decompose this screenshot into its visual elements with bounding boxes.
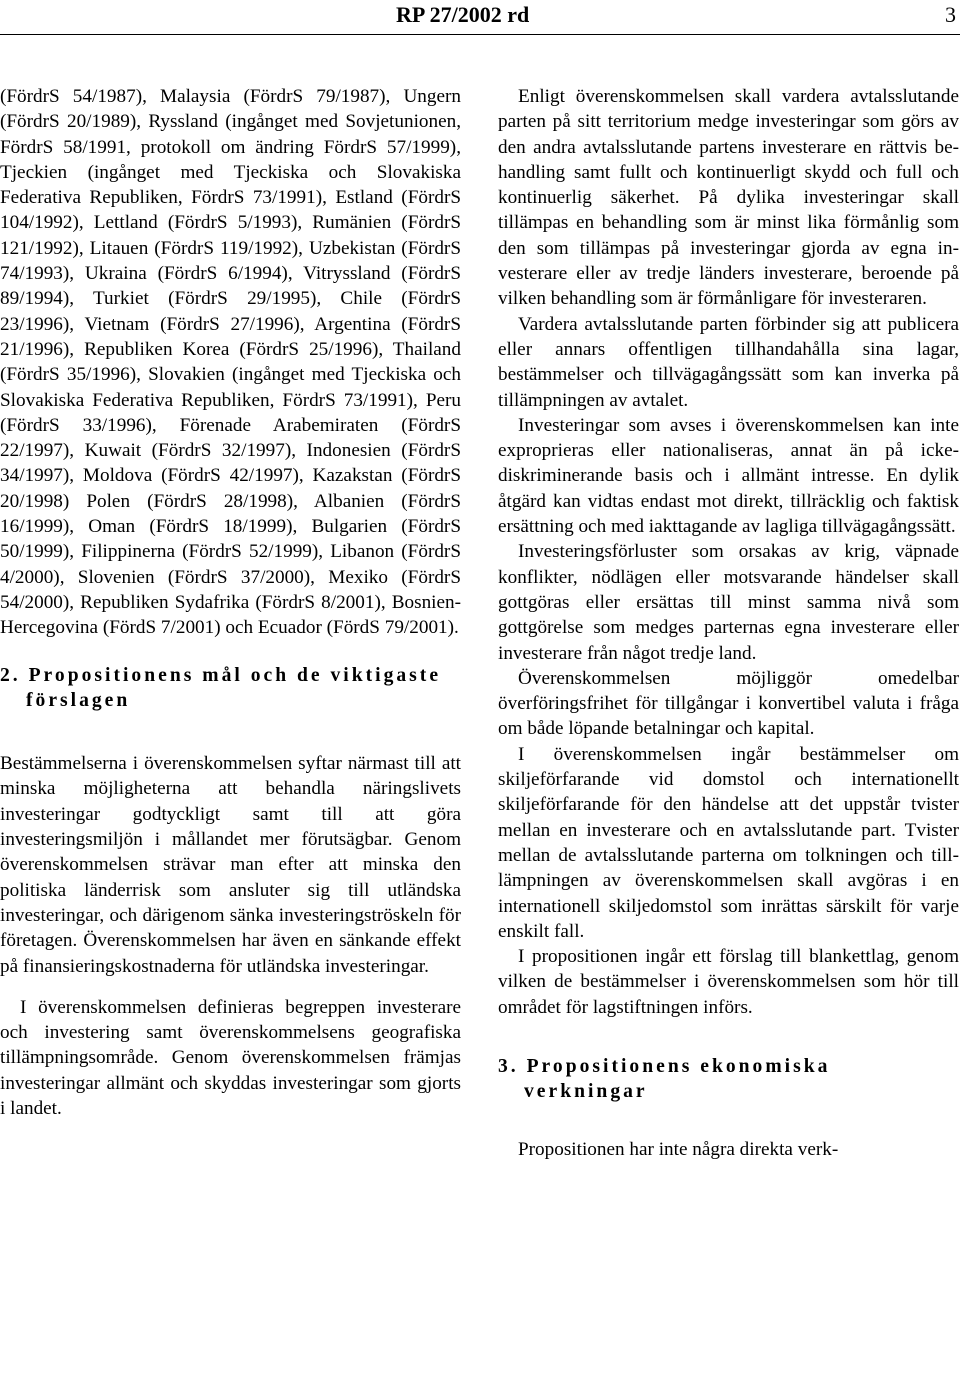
continued-paragraph: (FördrS 54/1987), Malaysia (FördrS 79/1987), Ungern (FördrS 20/1989), Ryssland (ingånget med Sovjetunionen, FördrS 58/1991, protokoll om ändring FördrS 57/1999), Tjeckien (ingånget med Tjeckiska och Slovakiska Federativa Republiken, FördrS 73/1991), Estland (FördrS 104/1992), Lettland (FördrS 5/1993), Rumänien (FördrS 121/1992), Litauen (FördrS 119/1992), Uzbekistan (FördrS 74/1993), Ukraina (FördrS 6/1994), Vitryssland (FördrS 89/1994), Turkiet (FördrS 29/1995), Chile (FördrS 23/1996), Vietnam (FördrS 27/1996), Argentina (FördrS 21/1996), Republiken Korea (FördrS 25/1996), Thailand (FördrS 35/1996), Slovakien (ingånget med Tjeckiska och Slovakiska Federativa Republiken, FördrS 73/1991), Peru (FördrS 33/1996), Förenade Arabemiraten (FördrS 22/1997), Kuwait (FördrS 32/1997), Indonesien (FördrS 34/1997), Moldova (FördrS 42/1997), Kazakstan (FördrS 20/1998) Polen (FördrS 28/1998), Albanien (FördrS 16/1999), Oman (FördrS 18/1999), Bulgarien (FördrS 50/1999), Filippinerna (FördrS 52/1999), Libanon (FördrS 4/2000), Slovenien (FördrS 37/2000), Mexiko (FördrS 54/2000), Republiken Sydafrika (FördrS 8/2001), Bosnien-Hercegovina (FördS 7/2001) och Ecuador (FördS 79/2001). [0,86,461,639]
paragraph: Investeringar som avses i överenskommelsen kan inte exproprieras eller nationaliseras, annat än på icke-diskriminerande basis och i allmänt intresse. En dylik åtgärd kan vidtas endast mot direkt, tillräcklig och faktisk ersättning och med iakttagande av lagliga tillvägagångssätt. [498,414,959,538]
paragraph: I propositionen ingår ett förslag till blankettlag, genom vilken de bestämmelser i överenskommelsen som hör till området för lagstiftningen införs. [498,946,959,1018]
page-number: 3 [945,2,956,27]
right-column [498,84,959,1162]
section-2-heading: 2. Propositionens mål och de viktigaste förslagen [0,664,442,711]
section-3-heading: 3. Propositionens ekonomiska verkningar [498,1055,831,1103]
document-id: RP 27/2002 rd [396,2,530,27]
paragraph: Bestämmelserna i överenskommelsen syftar närmast till att minska möjligheterna att behandla näringslivets investeringar godtyckligt samt till att göra investeringsmiljön i mållandet mer förutsägbar. Genom överenskommelsen strävar man efter att minska den politiska länderrisk som ansluter sig till utländska investeringar, och därigenom sänka investeringströskeln för företagen. Överenskommelsen har även en sänkande effekt på finansieringskostnaderna för utländska investeringar. [0,753,461,977]
paragraph: Överenskommelsen möjliggör omedelbar överföringsfrihet för tillgångar i konvertibel valuta i fråga om både löpande betalningar och kapital. [498,667,959,740]
left-column [0,84,461,1121]
paragraph: Propositionen har inte några direkta verk- [518,1138,839,1160]
page-header [0,0,960,34]
paragraph: Vardera avtalsslutande parten förbinder sig att publicera eller annars offentligen tillhandahålla sina lagar, bestämmelser och tillvägagångssätt som kan inverka på tillämpningen av avtalet. [498,313,959,411]
header-rule [0,34,960,35]
paragraph: Enligt överenskommelsen skall vardera avtalsslutande parten på sitt territorium medge investeringar som görs av den andra avtalsslutande partens investerare en rättvis behandling samt fullt och kontinuerligt skydd och full och kontinuerlig säkerhet. På dylika investeringar skall tillämpas en behandling som är minst lika förmånlig som den som tillämpas på investeringar gjorda av egna investerare eller av tredje länders investerare, beroende på vilken behandling som är förmånligare för investeraren. [498,86,959,310]
paragraph: I överenskommelsen ingår bestämmelser om skiljeförfarande vid domstol och internationellt skiljeförfarande för den händelse att det uppstår tvister mellan en investerare och en avtalsslutande part. Tvister mellan de avtalsslutande parterna om tolkningen och tilllämpningen av överenskommelsen skall avgöras i en internationell skiljedomstol som inrättas särskilt för varje enskilt fall. [498,743,959,942]
paragraph: Investeringsförluster som orsakas av krig, väpnade konflikter, nödlägen eller motsvarande händelser skall gottgöras eller ersättas till minst samma nivå som gottgörelse som medges parternas egna investerare eller investerare från något tredje land. [498,541,959,664]
paragraph: I överenskommelsen definieras begreppen investerare och investering samt överenskommelsens geografiska tillämpningsområde. Genom överenskommelsen främjas investeringar allmänt och skyddas investeringar som gjorts i landet. [0,996,461,1119]
